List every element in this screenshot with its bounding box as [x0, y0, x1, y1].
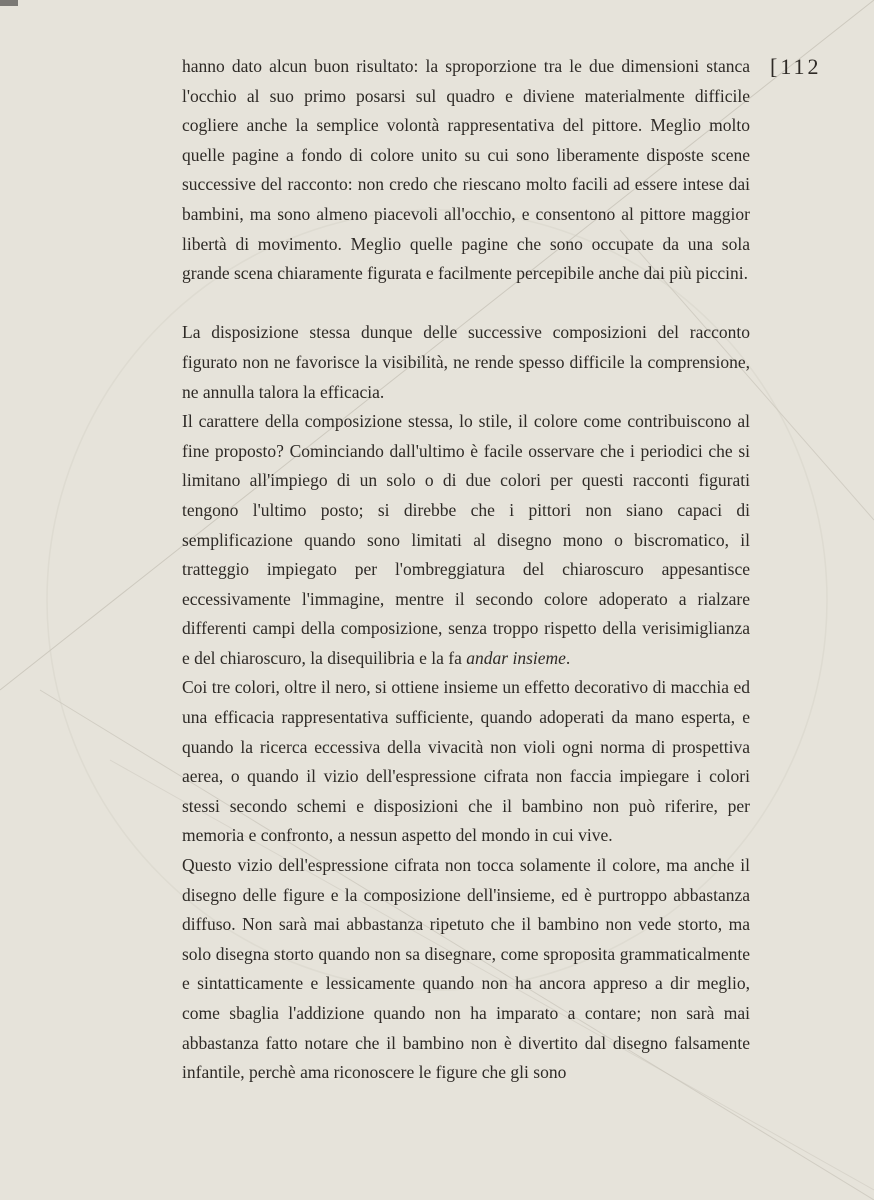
page-number-bracket: [ — [770, 54, 781, 79]
paragraph-3 — [182, 407, 750, 673]
paragraph-3-text: Il carattere della composizione stessa, lo stile, il colore come contribuiscono al fine proposto? Cominciando dall'ultimo è facile osservare che i periodici che si limitano all'impiego di un solo o di due colori per questi racconti figurati tengono l'ultimo posto; si direbbe che i pittori non siano capaci di semplificazione quando sono limitati al disegno mono o biscromatico, il tratteggio impiegato per l'ombreggiatura del chiaroscuro appesantisce eccessivamente l'immagine, mentre il secondo colore adoperato a rialzare differenti campi della composizione, senza troppo rispetto della verisimiglianza e del chiaroscuro, la disequilibria e la fa — [182, 411, 750, 668]
page-number-value: 112 — [780, 54, 822, 79]
paragraph-4: Coi tre colori, oltre il nero, si ottiene insieme un effetto decorativo di macchia ed una efficacia rappresentativa sufficiente, quando adoperati da mano esperta, e quando la ricerca eccessiva della vivacità non violi ogni norma di prospettiva aerea, o quando il vizio dell'espressione cifrata non faccia impiegare i colori stessi secondo schemi e disposizioni che il bambino non può riferire, per memoria e confronto, a nessun aspetto del mondo in cui vive. — [182, 677, 750, 846]
paragraph-2: La disposizione stessa dunque delle successive composizioni del racconto figurato non ne favorisce la visibilità, ne rende spesso difficile la comprensione, ne annulla talora la efficacia. — [182, 322, 750, 402]
body-text — [182, 52, 750, 1088]
paragraph-1: hanno dato alcun buon risultato: la sproporzione tra le due dimensioni stanca l'occhio al suo primo posarsi sul quadro e diviene materialmente difficile cogliere anche la semplice volontà rappresentativa del pittore. Meglio molto quelle pagine a fondo di colore unito su cui sono liberamente disposte scene successive del racconto: non credo che riescano molto facili ad essere intese dai bambini, ma sono almeno piacevoli all'occhio, e consentono al pittore maggior libertà di movimento. Meglio quelle pagine che sono occupate da una sola grande scena chiaramente figurata e facilmente percepibile anche dai più piccini. — [182, 56, 750, 284]
paragraph-3-italic: andar insieme — [466, 647, 566, 668]
paragraph-3-end: . — [565, 647, 571, 668]
paragraph-5: Questo vizio dell'espressione cifrata non tocca solamente il colore, ma anche il disegno delle figure e la composizione dell'insieme, ed è purtroppo abbastanza diffuso. Non sarà mai abbastanza ripetuto che il bambino non vede storto, ma solo disegna storto quando non sa disegnare, come sproposita grammaticalmente e sintatticamente e lessicamente quando non ha ancora appreso a dir meglio, come sbaglia l'addizione quando non ha imparato a contare; non sarà mai abbastanza fatto notare che il bambino non è divertito dal disegno falsamente infantile, perchè ama riconoscere le figure che gli sono — [182, 855, 750, 1083]
page-number — [770, 54, 822, 80]
